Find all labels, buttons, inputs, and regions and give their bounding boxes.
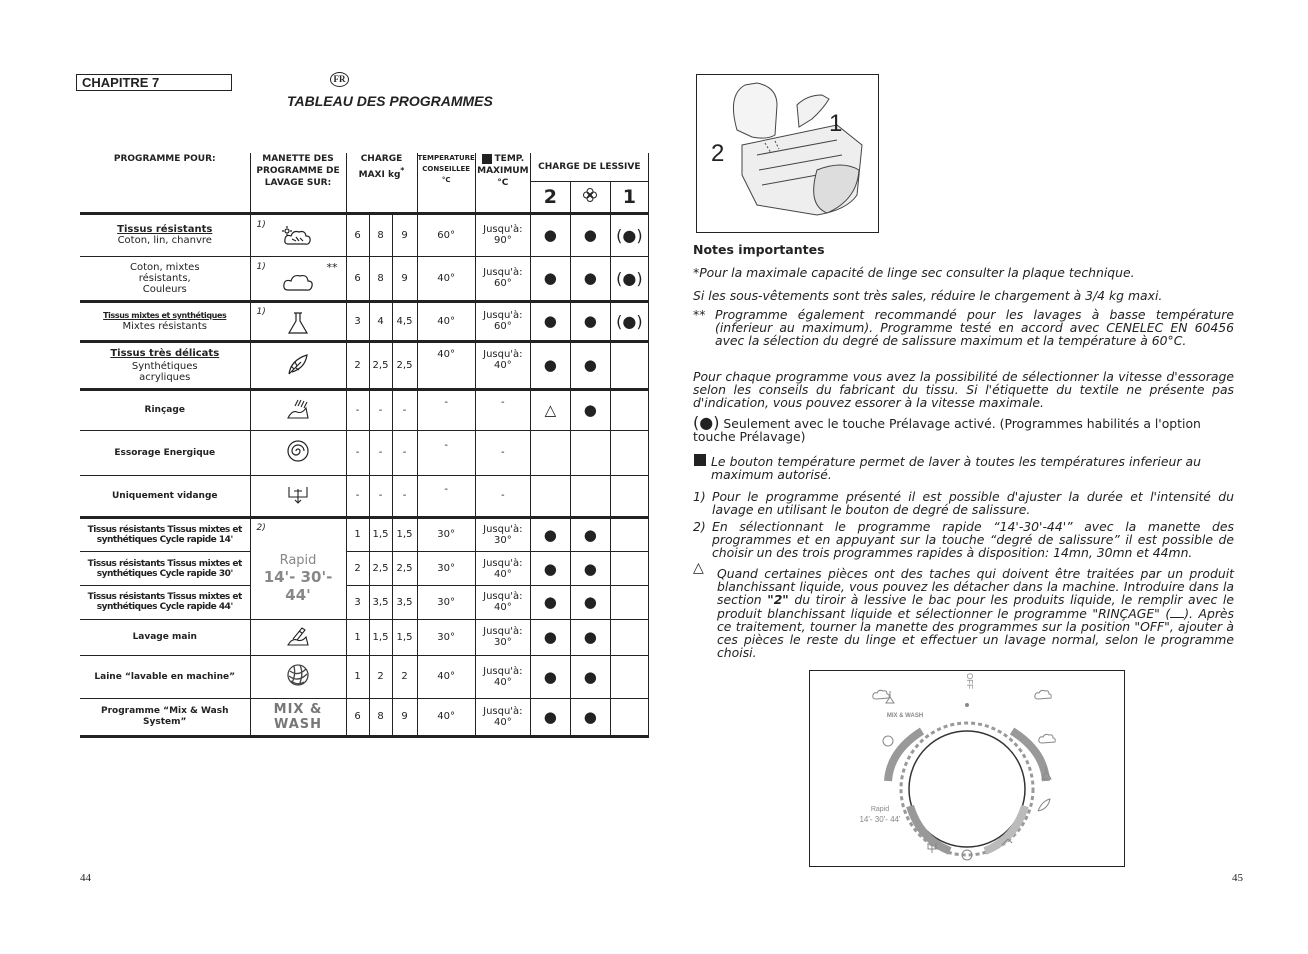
page-number-left: 44 xyxy=(80,872,91,884)
dial-off-label: OFF xyxy=(965,673,974,689)
table-row: Tissus très délicats Synthétiques acryliques 2 2,5 2,5 40° Jusqu'à: 40° ● ● xyxy=(80,341,648,389)
table-row: Uniquement vidange - - - - - xyxy=(80,475,648,517)
table-row: Tissus résistants Coton, lin, chanvre 1) 6 8 9 60° Jusqu'à: 90° ● ● (●) xyxy=(80,213,648,256)
table-row: Tissus résistants Tissus mixtes et synthétiques Cycle rapide 30' 2 2,5 2,5 30° Jusqu'à: 40° ● ● xyxy=(80,552,648,586)
note-underwear: Si les sous-vêtements sont très sales, réduire le chargement à 3/4 kg maxi. xyxy=(693,288,1163,303)
delicate-feather-icon xyxy=(283,350,313,378)
lessive-2-col: 2 xyxy=(530,181,570,213)
note-spin-speed: Pour chaque programme vous avez la possibilité de sélectionner la vitesse d'essorage selon les conseils du fabricant du tissu. Si l'étiquette du textile ne présente pas d'indication, vous pouvez essorer à la vitesse maximale. xyxy=(693,369,1234,410)
note-1-mark: 1) xyxy=(693,489,706,504)
note-1: Pour le programme présenté il est possible d'ajuster la durée et l'intensité du lavage en utilisant le bouton de degré de salissure. xyxy=(712,489,1234,517)
header-programme: PROGRAMME POUR: xyxy=(113,154,216,164)
dial-rapid-label: Rapid xyxy=(870,806,890,813)
drain-icon xyxy=(285,481,311,507)
note-prewash: (●) Seulement avec le touche Prélavage activé. (Programmes habilités a l'option touche Prélavage) xyxy=(693,413,1201,444)
notes-title: Notes importantes xyxy=(693,242,825,257)
rapid-times: 14'- 30'- 44' xyxy=(263,567,333,604)
rapid-label: Rapid xyxy=(279,552,317,568)
cotton-high-temp-icon xyxy=(278,222,318,252)
cotton-icon xyxy=(280,268,316,296)
temp-square-icon xyxy=(694,454,706,466)
rinse-icon xyxy=(284,396,312,422)
rinse-icon xyxy=(1170,606,1184,618)
note-temp-button: Le bouton température permet de laver à toutes les températures inferieur au maximum autorisé. xyxy=(711,454,1201,482)
flower-icon xyxy=(582,187,598,203)
mix-wash-label: MIX & WASH xyxy=(273,701,323,732)
header-temp-conseillee: TEMPERATURE CONSEILLEE °C xyxy=(417,153,475,213)
drawer-label-1: 1 xyxy=(829,110,843,137)
table-row: Programme “Mix & Wash System” MIX & WASH 6 8 9 40° Jusqu'à: 40° ● ● xyxy=(80,698,648,736)
table-row: Tissus résistants Tissus mixtes et synthétiques Cycle rapide 14' 2) Rapid 14'- 30'- 44' 1 1,5 1,5 30° Jusqu'à: 30° ● ● xyxy=(80,517,648,552)
header-manette: MANETTE DES PROGRAMME DE LAVAGE SUR: xyxy=(250,153,346,213)
temp-square-icon xyxy=(482,154,492,164)
drawer-illustration xyxy=(696,74,879,233)
table-row: Tissus résistants Tissus mixtes et synthétiques Cycle rapide 44' 3 3,5 3,5 30° Jusqu'à: 40° ● ● xyxy=(80,585,648,619)
note-bleach: Quand certaines pièces ont des taches qui doivent être traitées par un produit blanchissant liquide, vous pouvez les détacher dans la machine. Introduire dans la section "2" du tiroir à lessive le bac pour les produits liquide, le remplir avec le produit blanchissant liquide et sélectionner le programme "RINÇAGE" ( ). Après ce traitement, tourner la manette des programmes sur la position "OFF", ajouter à ces pièces le reste du linge et effectuer un lavage normal, selon le programme choisi. xyxy=(717,566,1234,660)
detergent-drawer-image xyxy=(697,75,878,232)
language-badge: FR xyxy=(330,72,349,87)
dial-rapid-times: 14'- 30'- 44' xyxy=(859,815,901,824)
table-row: Essorage Energique - - - - - xyxy=(80,430,648,475)
table-row: Coton, mixtes résistants, Couleurs 1) ** 6 8 9 40° Jusqu'à: 60° ● ● (●) xyxy=(80,256,648,301)
header-lessive: CHARGE DE LESSIVE xyxy=(530,153,648,181)
flower-col xyxy=(570,181,610,213)
warning-triangle-icon: △ xyxy=(693,560,704,576)
hand-wash-icon xyxy=(284,623,312,649)
drawer-label-2: 2 xyxy=(711,140,725,167)
lessive-1-col: 1 xyxy=(610,181,648,213)
program-dial-image xyxy=(810,671,1124,866)
page-number-right: 45 xyxy=(1232,872,1243,884)
synthetic-flask-icon xyxy=(284,309,312,337)
header-temp-max: TEMP. MAXIMUM °C xyxy=(475,153,530,213)
programme-table xyxy=(80,153,649,738)
wool-ball-icon xyxy=(284,661,312,689)
dial-mixwash-label: MIX & WASH xyxy=(886,713,924,719)
header-charge: CHARGE MAXI kg* xyxy=(346,153,417,213)
note-capacity: *Pour la maximale capacité de linge sec consulter la plaque technique. xyxy=(693,265,1135,280)
off-dot-icon xyxy=(965,703,969,707)
program-dial-illustration xyxy=(809,670,1125,867)
table-row: Laine “lavable en machine” 1 2 2 40° Jusqu'à: 40° ● ● xyxy=(80,655,648,698)
note-double-star: ** xyxy=(693,307,706,322)
table-row: Tissus mixtes et synthétiques Mixtes résistants 1) 3 4 4,5 40° Jusqu'à: 60° ● ● (●) xyxy=(80,301,648,341)
page-title: TABLEAU DES PROGRAMMES xyxy=(287,93,493,109)
note-2-mark: 2) xyxy=(693,519,706,534)
note-2: En sélectionnant le programme rapide “14'-30'-44'” avec la manette des programmes et en appuyant sur la touche “degré de salissure” il est possible de choisir un des trois programmes rapides à disposition: 14mn, 30mn et 44mn. xyxy=(712,519,1234,560)
note-low-temp: Programme également recommandé pour les lavages à basse température (inferieur au maximum). Programme testé en accord avec CENELEC EN 60456 avec la sélection du degré de salissure maximum et la température à 60°C. xyxy=(715,307,1234,348)
table-row: Lavage main 1 1,5 1,5 30° Jusqu'à: 30° ● ● xyxy=(80,619,648,655)
spin-icon xyxy=(285,438,311,464)
chapter-box: CHAPITRE 7 xyxy=(76,74,232,91)
table-row: Rinçage - - - - - △ ● xyxy=(80,389,648,430)
